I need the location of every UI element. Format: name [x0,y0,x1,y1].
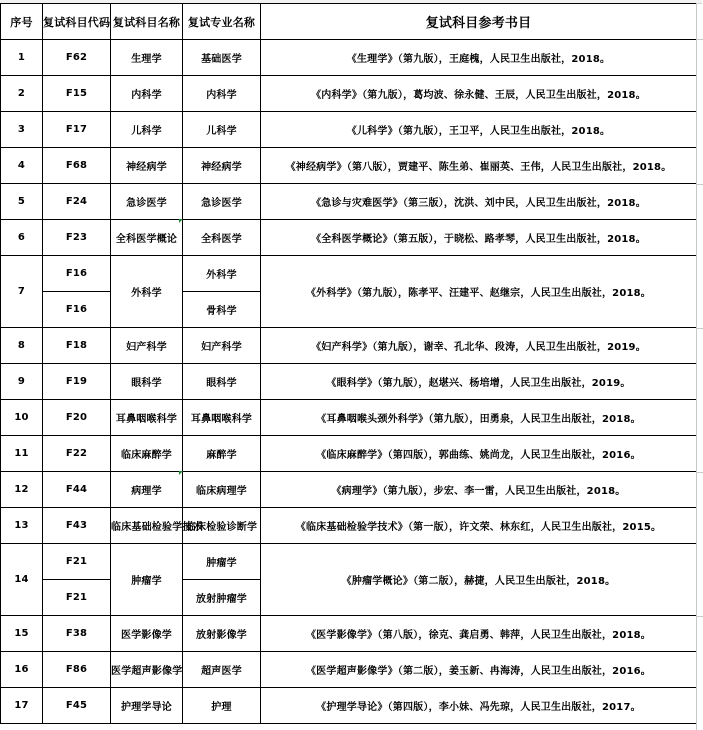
row-code-2: F21 [43,580,111,616]
row-subject: 临床麻醉学 [111,436,183,472]
row-subject: 生理学 [111,40,183,76]
table-row [1,400,697,436]
row-subject: 护理学导论 [111,688,183,724]
row-index: 1 [1,40,43,76]
row-subject: 医学影像学 [111,616,183,652]
row-gridline [697,39,703,40]
table-row [1,220,697,256]
row-ref: 《全科医学概论》（第五版），于晓松、路孝琴，人民卫生出版社，2018。 [261,220,697,256]
row-code: F62 [43,40,111,76]
row-ref: 《耳鼻咽喉头颈外科学》（第九版），田勇泉，人民卫生出版社，2018。 [261,400,697,436]
header-subject: 复试科目名称 [111,4,183,40]
row-major: 全科医学 [183,220,261,256]
row-ref: 《儿科学》（第九版），王卫平，人民卫生出版社，2018。 [261,112,697,148]
table-row [1,688,697,724]
row-code: F86 [43,652,111,688]
row-index: 4 [1,148,43,184]
next-column-edge [696,3,703,730]
row-index: 11 [1,436,43,472]
table-row [1,76,697,112]
row-code: F21 [43,544,111,580]
header-code: 复试科目代码 [43,4,111,40]
cell-comment-marker [179,471,183,475]
row-subject: 儿科学 [111,112,183,148]
header-index: 序号 [1,4,43,40]
row-ref: 《护理学导论》（第四版），李小妹、冯先琼，人民卫生出版社，2017。 [261,688,697,724]
row-ref: 《眼科学》（第九版），赵堪兴、杨培增，人民卫生出版社，2019。 [261,364,697,400]
row-index: 9 [1,364,43,400]
table-row [1,472,697,508]
row-subject: 急诊医学 [111,184,183,220]
table-row [1,364,697,400]
row-gridline [697,472,703,473]
table-row [1,436,697,472]
row-ref: 《外科学》（第九版），陈孝平、汪建平、赵继宗，人民卫生出版社，2018。 [261,256,697,328]
row-gridline [697,184,703,185]
row-index: 15 [1,616,43,652]
row-code: F22 [43,436,111,472]
row-subject: 病理学 [111,472,183,508]
table-row [1,616,697,652]
row-subject: 神经病学 [111,148,183,184]
table-row [1,328,697,364]
row-ref: 《医学影像学》（第八版），徐克、龚启勇、韩萍，人民卫生出版社，2018。 [261,616,697,652]
row-ref: 《急诊与灾难医学》（第三版），沈洪、刘中民，人民卫生出版社，2018。 [261,184,697,220]
row-major: 外科学 [183,256,261,292]
row-ref: 《内科学》（第九版），葛均波、徐永健、王辰，人民卫生出版社，2018。 [261,76,697,112]
reference-book-table [0,3,697,724]
row-major: 临床检验诊断学 [183,508,261,544]
header-major: 复试专业名称 [183,4,261,40]
row-subject: 妇产科学 [111,328,183,364]
row-major: 基础医学 [183,40,261,76]
row-ref: 《临床麻醉学》（第四版），郭曲练、姚尚龙，人民卫生出版社，2016。 [261,436,697,472]
row-index: 8 [1,328,43,364]
row-ref: 《肿瘤学概论》（第二版），赫捷，人民卫生出版社，2018。 [261,544,697,616]
row-code: F43 [43,508,111,544]
row-subject: 耳鼻咽喉科学 [111,400,183,436]
row-index: 6 [1,220,43,256]
row-code: F68 [43,148,111,184]
row-code-2: F16 [43,292,111,328]
row-subject: 肿瘤学 [111,544,183,616]
row-major-2: 放射肿瘤学 [183,580,261,616]
row-index: 5 [1,184,43,220]
table-row [1,148,697,184]
row-major: 耳鼻咽喉科学 [183,400,261,436]
row-subject: 全科医学概论 [111,220,183,256]
row-index: 16 [1,652,43,688]
row-major: 肿瘤学 [183,544,261,580]
row-subject: 临床基础检验学技术 [111,508,183,544]
cell-comment-marker [179,219,183,223]
table-row [1,40,697,76]
row-code: F45 [43,688,111,724]
row-major: 儿科学 [183,112,261,148]
table-row [1,112,697,148]
row-major: 妇产科学 [183,328,261,364]
row-code: F19 [43,364,111,400]
row-gridline [697,616,703,617]
row-major-2: 骨科学 [183,292,261,328]
row-code: F20 [43,400,111,436]
row-code: F16 [43,256,111,292]
row-index: 13 [1,508,43,544]
row-code: F24 [43,184,111,220]
table-row [1,544,697,580]
row-index: 12 [1,472,43,508]
row-gridline [697,328,703,329]
row-ref: 《病理学》（第九版），步宏、李一雷，人民卫生出版社，2018。 [261,472,697,508]
header-ref: 复试科目参考书目 [261,4,697,40]
table-row [1,184,697,220]
row-major: 神经病学 [183,148,261,184]
row-subject: 内科学 [111,76,183,112]
row-major: 内科学 [183,76,261,112]
row-index: 7 [1,256,43,328]
row-index: 10 [1,400,43,436]
row-major: 放射影像学 [183,616,261,652]
row-ref: 《生理学》（第九版），王庭槐，人民卫生出版社，2018。 [261,40,697,76]
table-row [1,652,697,688]
row-ref: 《神经病学》（第八版），贾建平、陈生弟、崔丽英、王伟，人民卫生出版社，2018。 [261,148,697,184]
row-major: 麻醉学 [183,436,261,472]
row-code: F23 [43,220,111,256]
row-index: 17 [1,688,43,724]
row-major: 眼科学 [183,364,261,400]
row-ref: 《临床基础检验学技术》（第一版），许文荣、林东红，人民卫生出版社，2015。 [261,508,697,544]
row-index: 2 [1,76,43,112]
row-code: F17 [43,112,111,148]
row-subject: 外科学 [111,256,183,328]
table-row [1,508,697,544]
row-index: 14 [1,544,43,616]
row-major: 护理 [183,688,261,724]
header-row [1,4,697,40]
row-code: F38 [43,616,111,652]
row-major: 超声医学 [183,652,261,688]
table-row [1,256,697,292]
row-subject: 医学超声影像学 [111,652,183,688]
row-code: F15 [43,76,111,112]
row-subject: 眼科学 [111,364,183,400]
row-major: 临床病理学 [183,472,261,508]
row-ref: 《医学超声影像学》（第二版），姜玉新、冉海涛，人民卫生出版社，2016。 [261,652,697,688]
row-code: F18 [43,328,111,364]
row-code: F44 [43,472,111,508]
row-ref: 《妇产科学》（第九版），谢幸、孔北华、段涛，人民卫生出版社，2019。 [261,328,697,364]
row-major: 急诊医学 [183,184,261,220]
row-index: 3 [1,112,43,148]
